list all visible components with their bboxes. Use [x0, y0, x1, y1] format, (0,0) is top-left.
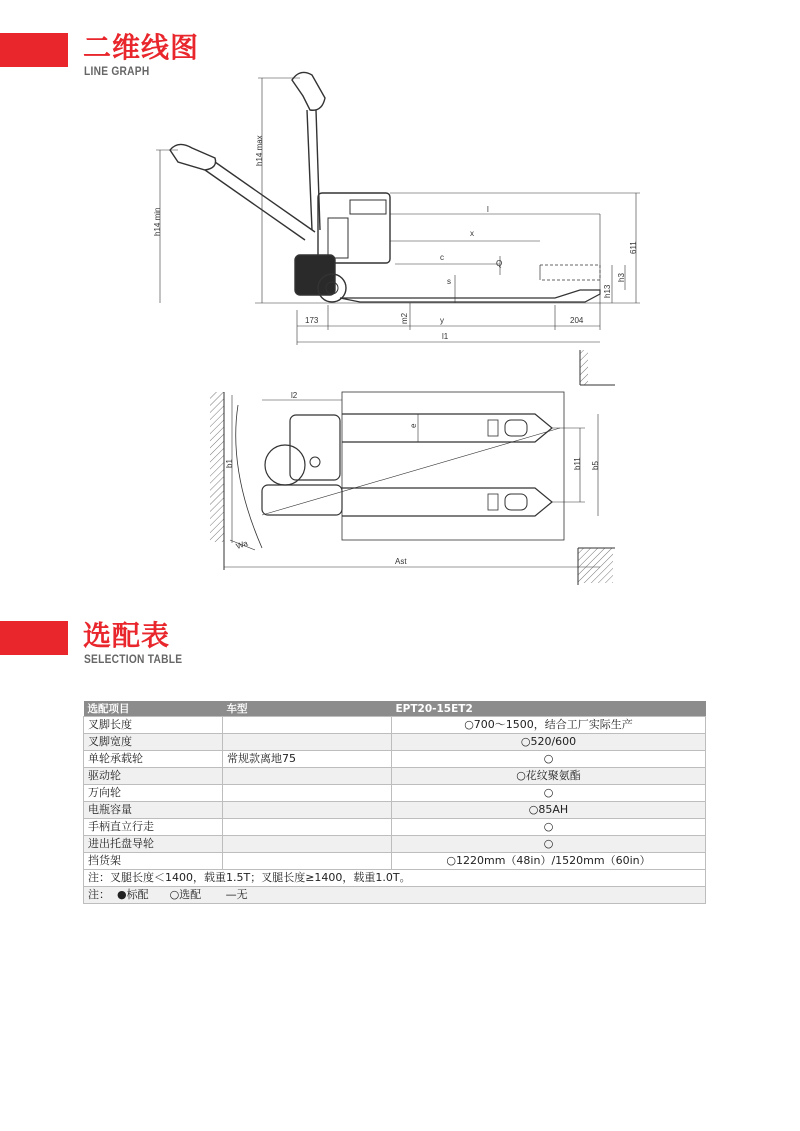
row-item: 驱动轮: [84, 768, 223, 785]
row-item: 叉脚宽度: [84, 734, 223, 751]
dim-s: s: [447, 277, 451, 286]
dim-l: l: [487, 205, 489, 214]
dim-wa: Wa: [234, 538, 249, 552]
selection-table-subtitle: SELECTION TABLE: [84, 652, 183, 666]
dim-ast: Ast: [395, 557, 407, 566]
dim-611: 611: [629, 241, 638, 254]
dim-b1: b1: [225, 459, 234, 468]
row-value: ○85AH: [392, 802, 706, 819]
table-row: [84, 717, 706, 734]
header-item: 选配项目: [84, 701, 223, 717]
row-value: ○花纹聚氨酯: [392, 768, 706, 785]
dim-q: Q: [496, 259, 503, 268]
selection-table: [83, 701, 706, 904]
dim-b5: b5: [591, 461, 600, 470]
table-row: [84, 734, 706, 751]
note-row: [84, 887, 706, 904]
row-item: 手柄直立行走: [84, 819, 223, 836]
dim-h3: h3: [617, 273, 626, 282]
line-graph-title: 二维线图: [83, 31, 200, 64]
table-row: [84, 785, 706, 802]
section-marker: [0, 621, 68, 655]
dim-c: c: [440, 253, 444, 262]
table-row: [84, 819, 706, 836]
row-model: [223, 734, 392, 751]
header-ept20: EPT20-15ET2: [392, 701, 706, 717]
row-item: 万向轮: [84, 785, 223, 802]
dim-x: x: [470, 229, 474, 238]
selection-table-title: 选配表: [83, 619, 171, 652]
row-item: 进出托盘导轮: [84, 836, 223, 853]
row-model: [223, 802, 392, 819]
dim-l2: l2: [291, 391, 298, 400]
row-value: ○: [392, 751, 706, 768]
row-value: ○: [392, 785, 706, 802]
row-value: ○: [392, 819, 706, 836]
row-model: [223, 819, 392, 836]
line-graph-subtitle: LINE GRAPH: [84, 64, 150, 78]
dim-rear: 204: [570, 316, 584, 325]
row-model: [223, 853, 392, 870]
dim-l1: l1: [442, 332, 449, 341]
row-value: ○: [392, 836, 706, 853]
row-model: [223, 717, 392, 734]
row-model: 常规款离地75: [223, 751, 392, 768]
table-row: [84, 751, 706, 768]
row-model: [223, 836, 392, 853]
dim-b11: b11: [573, 457, 582, 470]
dim-h14-max: h14 max: [255, 135, 264, 166]
top-view: [210, 392, 615, 585]
row-item: 电瓶容量: [84, 802, 223, 819]
row-model: [223, 768, 392, 785]
table-row: [84, 802, 706, 819]
note-legend: 注： ●标配 ○选配 —无: [84, 887, 706, 904]
note-row: [84, 870, 706, 887]
row-value: ○700～1500，结合工厂实际生产: [392, 717, 706, 734]
dim-h13: h13: [603, 284, 612, 298]
side-view: [156, 72, 640, 385]
row-item: 单轮承载轮: [84, 751, 223, 768]
header-model: 车型: [223, 701, 392, 717]
side-view-labels: [153, 135, 638, 341]
dim-y: y: [440, 316, 444, 325]
table-row: [84, 836, 706, 853]
row-model: [223, 785, 392, 802]
dim-h14-min: h14 min: [153, 207, 162, 236]
table-row: [84, 853, 706, 870]
dim-front: 173: [305, 316, 319, 325]
table-row: [84, 768, 706, 785]
row-value: ○520/600: [392, 734, 706, 751]
dim-m2: m2: [400, 312, 409, 324]
note-load: 注：叉腿长度＜1400，载重1.5T；叉腿长度≥1400，载重1.0T。: [84, 870, 706, 887]
dim-e: e: [409, 423, 418, 428]
table-header-row: [84, 701, 706, 717]
row-item: 挡货架: [84, 853, 223, 870]
row-value: ○1220mm（48in）/1520mm（60in）: [392, 853, 706, 870]
row-item: 叉脚长度: [84, 717, 223, 734]
